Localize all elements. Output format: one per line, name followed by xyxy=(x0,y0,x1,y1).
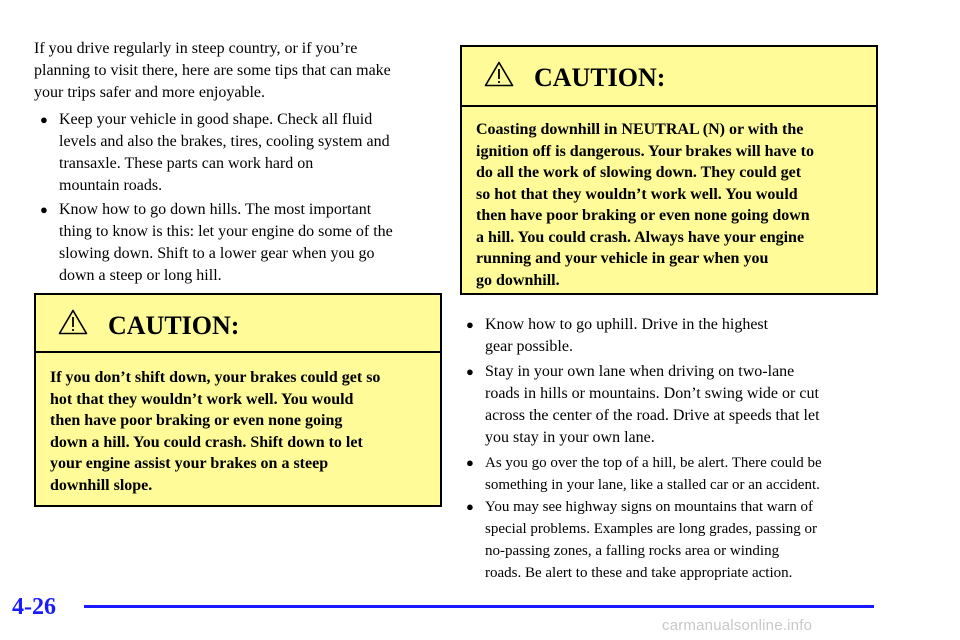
list-item-text: You may see highway signs on mountains that warn of special problems. Examples are long grades, passing or no‐passing zones, a falling rocks area or winding roads. Be alert to these and take appropriate action. xyxy=(485,499,817,581)
caution-header xyxy=(462,47,876,107)
footer-rule xyxy=(84,605,874,608)
caution-title: CAUTION: xyxy=(534,63,666,92)
intro-paragraph: If you drive regularly in steep country, or if you’re planning to visit there, here are some tips that can make your trips safer and more enjoyable. xyxy=(34,40,391,101)
warning-triangle-icon xyxy=(484,61,514,87)
caution-box xyxy=(460,45,878,295)
list-item-text: Know how to go down hills. The most important thing to know is this: let your engine do some of the slowing down. Shift to a lower gear when you go down a steep or long hill. xyxy=(59,201,393,284)
watermark: carmanualsonline.info xyxy=(662,617,813,634)
list-item-text: Know how to go uphill. Drive in the highest gear possible. xyxy=(485,316,769,355)
caution-text: If you don’t shift down, your brakes could get so hot that they wouldn’t work well. You would then have poor braking or even none going down a hill. You could crash. Shift down to let your engine assist your brakes on a steep downhill slope. xyxy=(36,353,440,505)
bullet-dot-icon: ● xyxy=(466,499,474,514)
caution-title: CAUTION: xyxy=(108,311,240,340)
bullet-dot-icon: ● xyxy=(40,112,48,127)
bullet-dot-icon: ● xyxy=(466,364,474,379)
bullet-dot-icon: ● xyxy=(40,202,48,217)
caution-text: Coasting downhill in NEUTRAL (N) or with the ignition off is dangerous. Your brakes will have to do all the work of slowing down. They could get so hot that they wouldn’t work well. You would then have poor braking or even none going down a hill. You could crash. Always have your engine running and your vehicle in gear when you go downhill. xyxy=(462,107,876,293)
warning-triangle-icon xyxy=(58,309,88,335)
caution-box xyxy=(34,293,442,507)
list-item-text: As you go over the top of a hill, be alert. There could be something in your lane, like a stalled car or an accident. xyxy=(485,455,822,493)
caution-header xyxy=(36,295,440,353)
bullet-dot-icon: ● xyxy=(466,455,474,470)
bullet-dot-icon: ● xyxy=(466,317,474,332)
page-number: 4-26 xyxy=(12,594,56,620)
list-item-text: Keep your vehicle in good shape. Check all fluid levels and also the brakes, tires, cooling system and transaxle. These parts can work hard on mountain roads. xyxy=(59,111,390,194)
list-item-text: Stay in your own lane when driving on two‐lane roads in hills or mountains. Don’t swing wide or cut across the center of the road. Drive at speeds that let you stay in your own lane. xyxy=(485,363,820,446)
